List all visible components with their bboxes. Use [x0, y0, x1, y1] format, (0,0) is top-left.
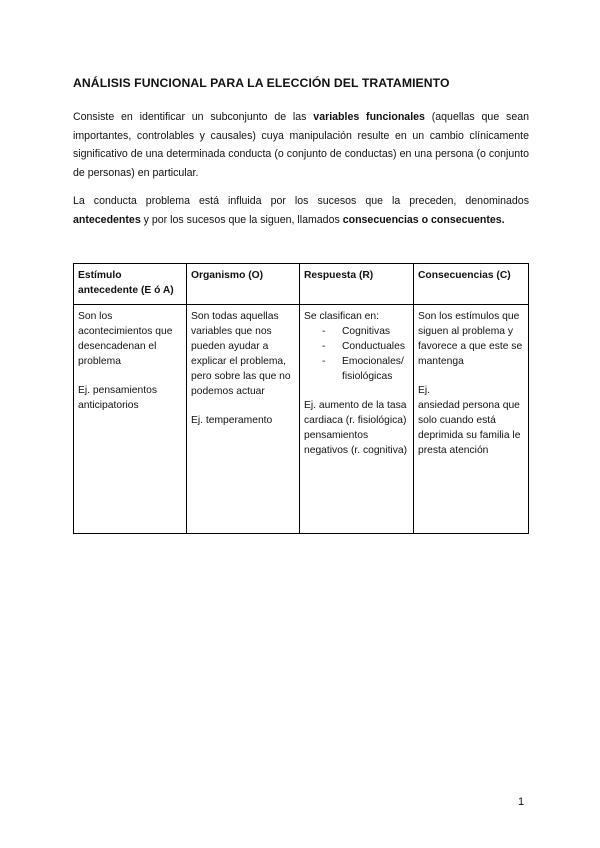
dash-bullet-icon: -: [322, 356, 326, 367]
paragraph-text: y por los sucesos que la siguen, llamados: [140, 213, 343, 226]
header-consequences: Consecuencias (C): [414, 264, 529, 305]
cell-organism: [187, 305, 300, 534]
cell-example: Ej. pensamientos anticipatorios: [78, 385, 157, 411]
list-item: - Cognitivas: [322, 326, 391, 337]
cell-example: Ej. aumento de la tasa cardiaca (r. fisiológica) pensamientos negativos (r. cognitiva): [304, 400, 408, 456]
bold-term-variables: variables funcionales: [313, 111, 425, 123]
paragraph-behavior: [73, 192, 529, 229]
paragraph-text: Consiste en identificar un subconjunto de las: [73, 111, 314, 123]
cell-antecedent: [74, 305, 187, 534]
paragraph-text: La conducta problema está influida por los sucesos que la preceden, denominados: [73, 195, 529, 207]
paragraph-definition: [73, 108, 529, 182]
list-item: - Emocionales/ fisiológicas: [322, 356, 404, 382]
cell-text: Son los estímulos que siguen al problema y favorece a que este se mantenga: [418, 311, 523, 367]
page-number: 1: [518, 796, 525, 808]
page-title: ANÁLISIS FUNCIONAL PARA LA ELECCIÓN DEL TRATAMIENTO: [73, 76, 450, 90]
paragraph-text: (aquellas que sean importantes, controlables y causales) cuya manipulación resulte en un cambio clínicamente significativo de una determinada conducta (o conjunto de conductas) en una persona (o conjunto de personas) en particular.: [73, 111, 530, 179]
cell-example: Ej. temperamento: [191, 415, 273, 426]
functional-analysis-table: [73, 263, 529, 534]
cell-text: Se clasifican en:: [304, 311, 379, 322]
dash-bullet-icon: -: [322, 341, 326, 352]
bold-term-antecedents: antecedentes: [73, 213, 141, 226]
cell-example: ansiedad persona que solo cuando está deprimida su familia le presta atención: [418, 400, 521, 456]
cell-text: Son los acontecimientos que desencadenan el problema: [78, 311, 173, 367]
header-antecedent: Estímulo antecedente (E ó A): [74, 264, 187, 305]
cell-text: Son todas aquellas variables que nos pueden ayudar a explicar el problema, pero sobre las que no podemos actuar: [191, 311, 291, 397]
cell-response: [300, 305, 414, 534]
table-header-row: [74, 264, 529, 305]
response-types-list: [304, 324, 408, 384]
dash-bullet-icon: -: [322, 326, 326, 337]
header-response: Respuesta (R): [300, 264, 414, 305]
bold-term-consequences: consecuencias o consecuentes.: [342, 213, 505, 226]
cell-consequences: [414, 305, 529, 534]
list-item: - Conductuales: [322, 341, 405, 352]
header-organism: Organismo (O): [187, 264, 300, 305]
table-row: [74, 305, 529, 534]
cell-example-label: Ej.: [418, 385, 431, 396]
